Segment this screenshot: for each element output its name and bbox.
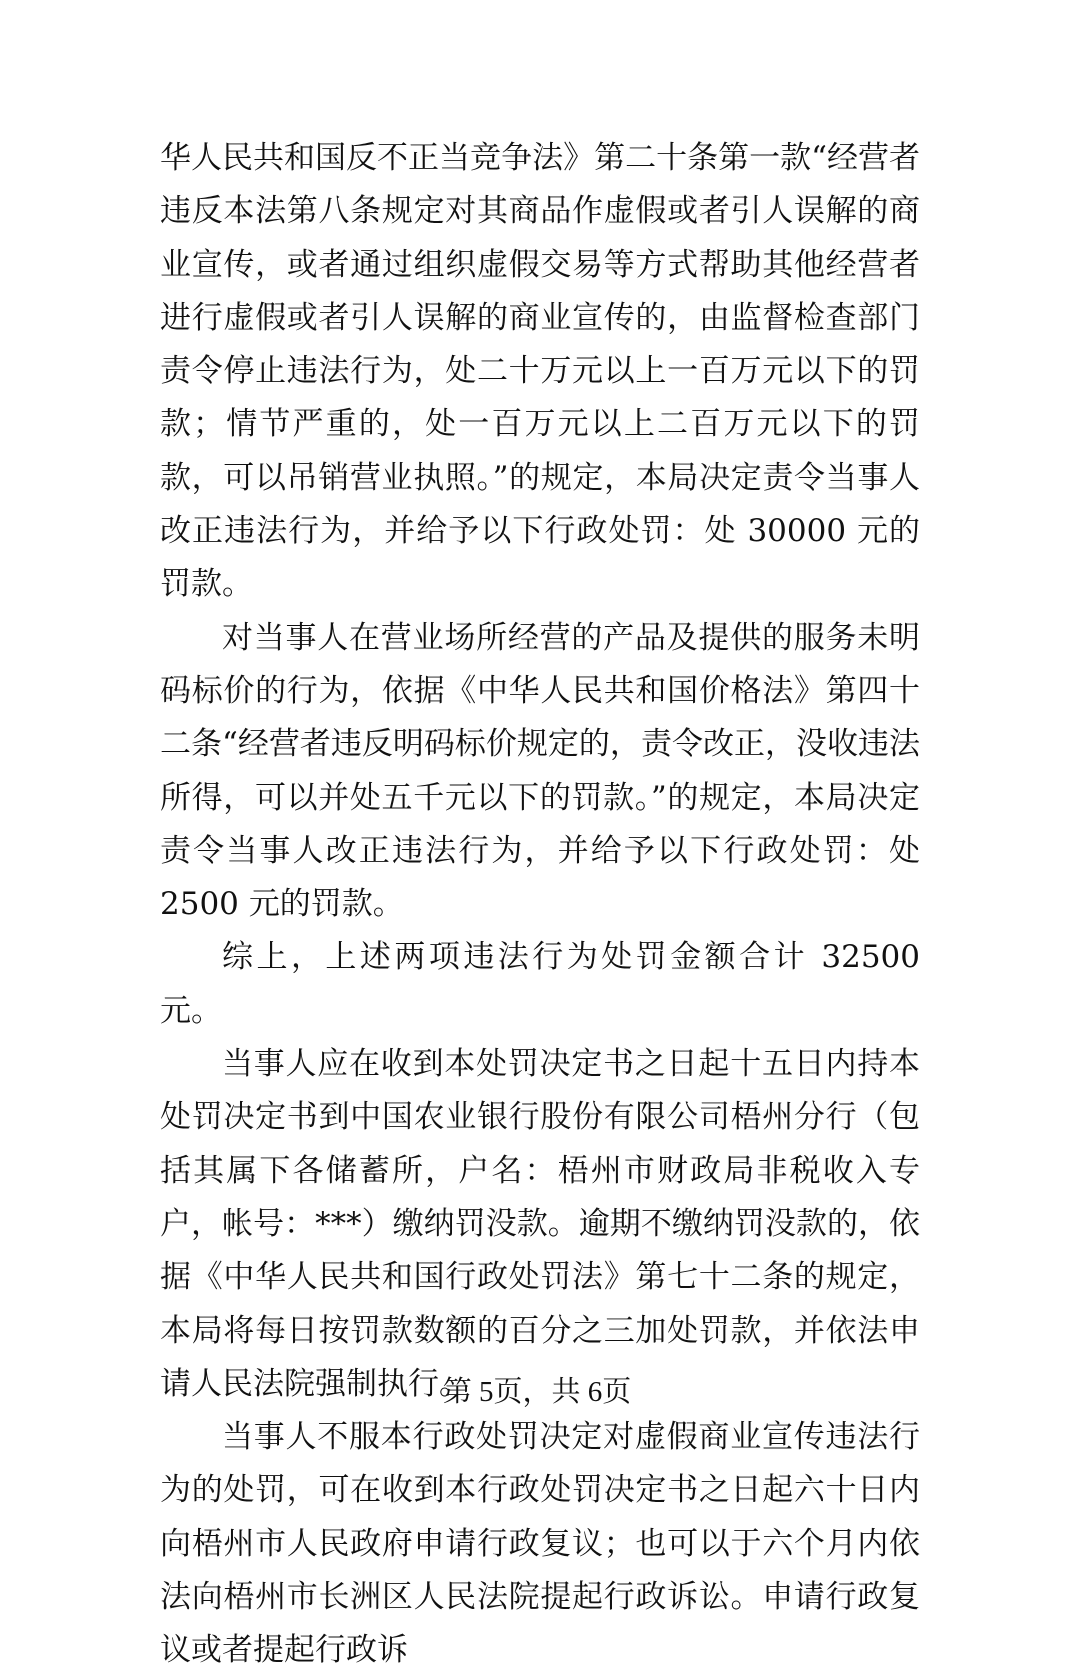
page-number-footer: 第 5页，共 6页 bbox=[442, 1376, 632, 1408]
paragraph-penalty-price-marking: 对当事人在营业场所经营的产品及提供的服务未明码标价的行为，依据《中华人民共和国价格法》第四十二条“经营者违反明码标价规定的，责令改正，没收违法所得，可以并处五千元以下的罚款。”的规定，本局决定责令当事人改正违法行为，并给予以下行政处罚：处 2500 元的罚款。 bbox=[160, 619, 920, 923]
paragraph-penalty-false-advertising: 华人民共和国反不正当竞争法》第二十条第一款“经营者违反本法第八条规定对其商品作虚假或者引人误解的商业宣传，或者通过组织虚假交易等方式帮助其他经营者进行虚假或者引人误解的商业宣传的，由监督检查部门责令停止违法行为，处二十万元以上一百万元以下的罚款；情节严重的，处一百万元以上二百万元以下的罚款，可以吊销营业执照。”的规定，本局决定责令当事人改正违法行为，并给予以下行政处罚：处 30000 元的罚款。 bbox=[160, 140, 920, 603]
paragraph-payment-instructions: 当事人应在收到本处罚决定书之日起十五日内持本处罚决定书到中国农业银行股份有限公司梧州分行（包括其属下各储蓄所，户名：梧州市财政局非税收入专户，帐号：***）缴纳罚没款。逾期不缴纳罚没款的，依据《中华人民共和国行政处罚法》第七十二条的规定，本局将每日按罚款数额的百分之三加处罚款，并依法申请人民法院强制执行。 bbox=[160, 1046, 920, 1402]
document-body bbox=[160, 132, 920, 1678]
paragraph-appeal-rights: 当事人不服本行政处罚决定对虚假商业宣传违法行为的处罚，可在收到本行政处罚决定书之日起六十日内向梧州市人民政府申请行政复议；也可以于六个月内依法向梧州市长洲区人民法院提起行政诉讼。申请行政复议或者提起行政诉 bbox=[160, 1419, 920, 1669]
paragraph-total-penalty: 综上，上述两项违法行为处罚金额合计 32500 元。 bbox=[160, 939, 920, 1029]
